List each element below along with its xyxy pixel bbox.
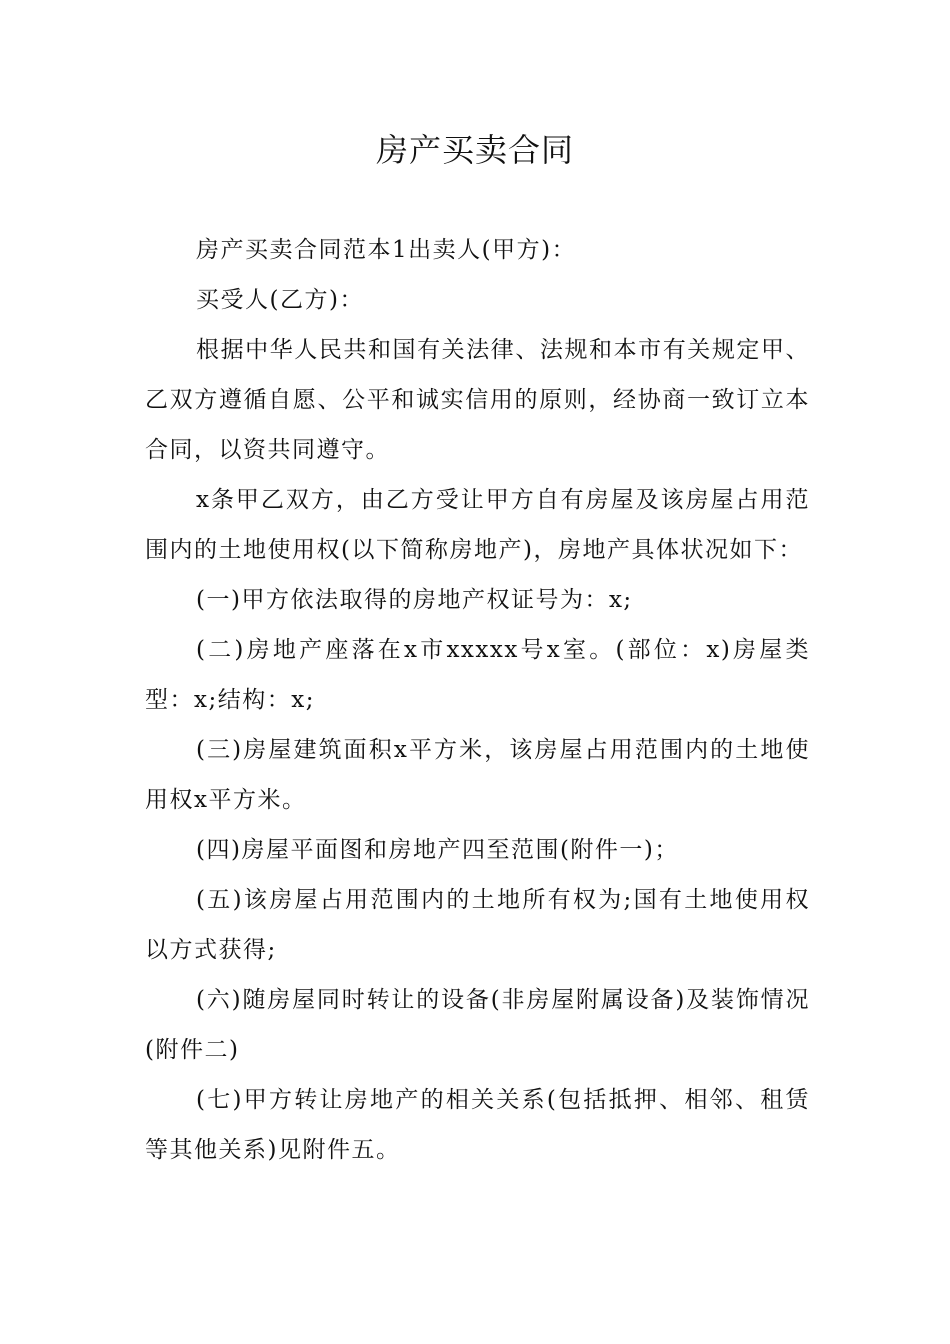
paragraph-article: x条甲乙双方，由乙方受让甲方自有房屋及该房屋占用范围内的土地使用权(以下简称房地产)，房地产具体状况如下： (145, 487, 810, 563)
document-body (145, 225, 810, 1175)
paragraph-item-2: (二)房地产座落在x市xxxxx号x室。(部位：x)房屋类型：x;结构：x; (145, 637, 810, 713)
paragraph-item-1: (一)甲方依法取得的房地产权证号为：x; (196, 587, 633, 613)
document-title: 房产买卖合同 (375, 131, 574, 169)
paragraph-preamble: 根据中华人民共和国有关法律、法规和本市有关规定甲、乙双方遵循自愿、公平和诚实信用的原则，经协商一致订立本合同，以资共同遵守。 (145, 337, 810, 463)
paragraph-seller: 房产买卖合同范本1出卖人(甲方)： (196, 237, 577, 263)
paragraph-buyer: 买受人(乙方)： (196, 287, 364, 313)
paragraph-item-6: (六)随房屋同时转让的设备(非房屋附属设备)及装饰情况(附件二) (145, 987, 810, 1063)
paragraph-item-4: (四)房屋平面图和房地产四至范围(附件一)； (196, 837, 679, 863)
paragraph-item-3: (三)房屋建筑面积x平方米，该房屋占用范围内的土地使用权x平方米。 (145, 737, 810, 813)
paragraph-item-5: (五)该房屋占用范围内的土地所有权为;国有土地使用权以方式获得; (145, 887, 810, 963)
paragraph-item-7: (七)甲方转让房地产的相关关系(包括抵押、相邻、租赁等其他关系)见附件五。 (145, 1087, 810, 1163)
